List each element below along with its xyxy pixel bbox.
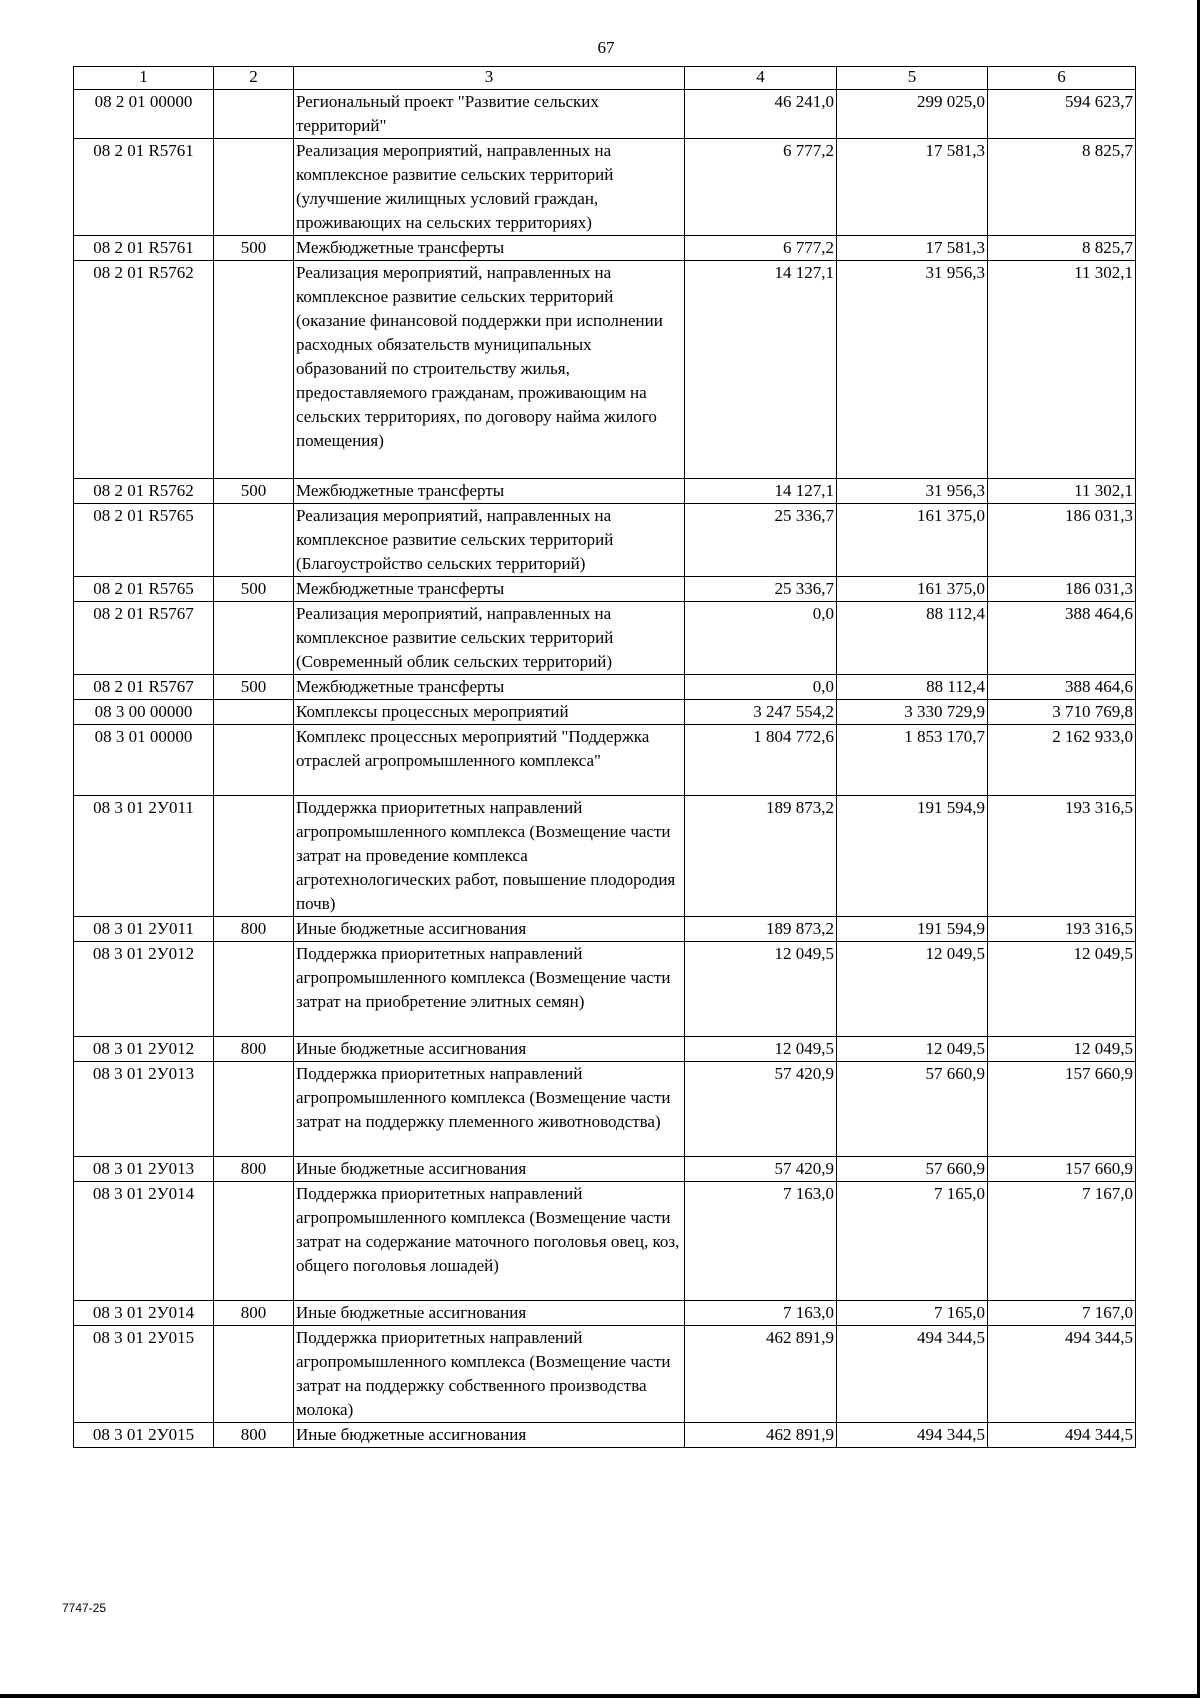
row-code: 08 3 01 2У015: [74, 1326, 214, 1423]
row-value-col4: 6 777,2: [685, 236, 837, 261]
row-value-col5: 494 344,5: [837, 1326, 988, 1423]
document-id: 7747-25: [62, 1601, 107, 1615]
row-value-col6: 186 031,3: [988, 577, 1136, 602]
table-row: [74, 700, 1136, 725]
table-row: [74, 139, 1136, 236]
table-row: [74, 1037, 1136, 1062]
row-name: Межбюджетные трансферты: [294, 675, 685, 700]
scan-frame-bottom: [0, 1694, 1200, 1698]
row-code: 08 2 01 R5762: [74, 479, 214, 504]
row-expense-type: 800: [214, 1301, 294, 1326]
row-expense-type: [214, 1062, 294, 1157]
row-value-col6: 8 825,7: [988, 139, 1136, 236]
row-value-col5: 31 956,3: [837, 261, 988, 479]
row-expense-type: 500: [214, 479, 294, 504]
row-value-col4: 25 336,7: [685, 504, 837, 577]
row-name: Региональный проект "Развитие сельских территорий": [294, 90, 685, 139]
row-value-col6: 11 302,1: [988, 261, 1136, 479]
row-expense-type: [214, 602, 294, 675]
table-row: [74, 479, 1136, 504]
row-value-col4: 462 891,9: [685, 1326, 837, 1423]
row-code: 08 2 01 R5762: [74, 261, 214, 479]
row-code: 08 3 01 2У014: [74, 1182, 214, 1301]
row-expense-type: [214, 1182, 294, 1301]
table-row: [74, 1182, 1136, 1301]
row-value-col5: 191 594,9: [837, 917, 988, 942]
row-name: Иные бюджетные ассигнования: [294, 1157, 685, 1182]
row-expense-type: 800: [214, 917, 294, 942]
table-row: [74, 796, 1136, 917]
row-name: Поддержка приоритетных направлений агропромышленного комплекса (Возмещение части затрат на приобретение элитных семян): [294, 942, 685, 1037]
row-value-col4: 57 420,9: [685, 1062, 837, 1157]
row-code: 08 2 01 R5767: [74, 602, 214, 675]
row-value-col5: 161 375,0: [837, 577, 988, 602]
row-value-col4: 57 420,9: [685, 1157, 837, 1182]
table-row: [74, 1423, 1136, 1448]
table-row: [74, 504, 1136, 577]
row-name: Межбюджетные трансферты: [294, 479, 685, 504]
row-value-col5: 17 581,3: [837, 139, 988, 236]
row-name: Иные бюджетные ассигнования: [294, 1423, 685, 1448]
row-value-col5: 57 660,9: [837, 1157, 988, 1182]
row-value-col6: 8 825,7: [988, 236, 1136, 261]
row-code: 08 2 01 R5765: [74, 504, 214, 577]
header-col-3: 3: [294, 67, 685, 90]
row-value-col4: 7 163,0: [685, 1182, 837, 1301]
table-row: [74, 1157, 1136, 1182]
row-value-col4: 12 049,5: [685, 1037, 837, 1062]
row-value-col4: 7 163,0: [685, 1301, 837, 1326]
row-value-col5: 12 049,5: [837, 1037, 988, 1062]
row-expense-type: [214, 796, 294, 917]
row-code: 08 3 01 2У011: [74, 917, 214, 942]
table-row: [74, 577, 1136, 602]
row-code: 08 2 01 00000: [74, 90, 214, 139]
row-value-col5: 494 344,5: [837, 1423, 988, 1448]
row-expense-type: [214, 139, 294, 236]
row-name: Реализация мероприятий, направленных на комплексное развитие сельских территорий (Современный облик сельских территорий): [294, 602, 685, 675]
row-name: Поддержка приоритетных направлений агропромышленного комплекса (Возмещение части затрат на поддержку племенного животноводства): [294, 1062, 685, 1157]
row-value-col6: 3 710 769,8: [988, 700, 1136, 725]
row-value-col6: 7 167,0: [988, 1301, 1136, 1326]
table-row: [74, 1326, 1136, 1423]
row-value-col6: 7 167,0: [988, 1182, 1136, 1301]
row-code: 08 3 01 2У011: [74, 796, 214, 917]
row-code: 08 3 01 2У013: [74, 1157, 214, 1182]
row-value-col5: 191 594,9: [837, 796, 988, 917]
page-number: 67: [597, 38, 615, 57]
table-body: [74, 90, 1136, 1448]
table-row: [74, 917, 1136, 942]
row-code: 08 3 00 00000: [74, 700, 214, 725]
row-value-col6: 157 660,9: [988, 1062, 1136, 1157]
row-value-col6: 494 344,5: [988, 1423, 1136, 1448]
row-code: 08 3 01 2У014: [74, 1301, 214, 1326]
row-name: Иные бюджетные ассигнования: [294, 917, 685, 942]
row-value-col5: 7 165,0: [837, 1182, 988, 1301]
table-row: [74, 725, 1136, 796]
row-expense-type: [214, 942, 294, 1037]
budget-table: [73, 66, 1136, 1448]
row-value-col5: 7 165,0: [837, 1301, 988, 1326]
row-value-col4: 25 336,7: [685, 577, 837, 602]
row-code: 08 2 01 R5767: [74, 675, 214, 700]
row-code: 08 2 01 R5761: [74, 236, 214, 261]
row-name: Комплекс процессных мероприятий "Поддержка отраслей агропромышленного комплекса": [294, 725, 685, 796]
header-col-6: 6: [988, 67, 1136, 90]
row-value-col5: 1 853 170,7: [837, 725, 988, 796]
row-code: 08 2 01 R5761: [74, 139, 214, 236]
row-value-col5: 12 049,5: [837, 942, 988, 1037]
table-row: [74, 90, 1136, 139]
row-code: 08 3 01 2У012: [74, 1037, 214, 1062]
row-value-col4: 1 804 772,6: [685, 725, 837, 796]
row-code: 08 2 01 R5765: [74, 577, 214, 602]
row-value-col6: 193 316,5: [988, 796, 1136, 917]
row-name: Межбюджетные трансферты: [294, 236, 685, 261]
row-value-col5: 17 581,3: [837, 236, 988, 261]
row-value-col5: 88 112,4: [837, 675, 988, 700]
row-name: Межбюджетные трансферты: [294, 577, 685, 602]
header-col-4: 4: [685, 67, 837, 90]
row-value-col6: 11 302,1: [988, 479, 1136, 504]
row-value-col5: 161 375,0: [837, 504, 988, 577]
row-value-col6: 388 464,6: [988, 675, 1136, 700]
row-value-col4: 189 873,2: [685, 796, 837, 917]
header-col-2: 2: [214, 67, 294, 90]
row-value-col6: 186 031,3: [988, 504, 1136, 577]
row-name: Поддержка приоритетных направлений агропромышленного комплекса (Возмещение части затрат на проведение комплекса агротехнологических работ, повышение плодородия почв): [294, 796, 685, 917]
row-expense-type: 800: [214, 1037, 294, 1062]
row-value-col4: 3 247 554,2: [685, 700, 837, 725]
row-value-col5: 299 025,0: [837, 90, 988, 139]
row-value-col6: 12 049,5: [988, 942, 1136, 1037]
row-value-col4: 14 127,1: [685, 261, 837, 479]
table-row: [74, 675, 1136, 700]
row-value-col5: 31 956,3: [837, 479, 988, 504]
row-code: 08 3 01 2У012: [74, 942, 214, 1037]
table-row: [74, 261, 1136, 479]
row-value-col6: 157 660,9: [988, 1157, 1136, 1182]
row-name: Комплексы процессных мероприятий: [294, 700, 685, 725]
header-col-1: 1: [74, 67, 214, 90]
row-expense-type: [214, 700, 294, 725]
row-name: Реализация мероприятий, направленных на комплексное развитие сельских территорий (оказание финансовой поддержки при исполнении расходных обязательств муниципальных образований по строительству жилья, предоставляемого гражданам, проживающим на сельских территориях, по договору найма жилого помещения): [294, 261, 685, 479]
row-expense-type: 500: [214, 675, 294, 700]
row-value-col6: 388 464,6: [988, 602, 1136, 675]
row-value-col4: 189 873,2: [685, 917, 837, 942]
row-name: Поддержка приоритетных направлений агропромышленного комплекса (Возмещение части затрат на содержание маточного поголовья овец, коз, общего поголовья лошадей): [294, 1182, 685, 1301]
row-value-col5: 3 330 729,9: [837, 700, 988, 725]
row-name: Иные бюджетные ассигнования: [294, 1301, 685, 1326]
row-value-col4: 0,0: [685, 602, 837, 675]
table-row: [74, 942, 1136, 1037]
row-value-col6: 594 623,7: [988, 90, 1136, 139]
row-value-col4: 12 049,5: [685, 942, 837, 1037]
row-code: 08 3 01 2У015: [74, 1423, 214, 1448]
row-expense-type: [214, 504, 294, 577]
row-value-col6: 193 316,5: [988, 917, 1136, 942]
row-value-col6: 2 162 933,0: [988, 725, 1136, 796]
row-expense-type: [214, 1326, 294, 1423]
row-value-col6: 12 049,5: [988, 1037, 1136, 1062]
row-expense-type: 800: [214, 1423, 294, 1448]
row-value-col4: 14 127,1: [685, 479, 837, 504]
row-value-col4: 462 891,9: [685, 1423, 837, 1448]
header-col-5: 5: [837, 67, 988, 90]
table-row: [74, 602, 1136, 675]
row-value-col5: 57 660,9: [837, 1062, 988, 1157]
table-row: [74, 1062, 1136, 1157]
row-name: Реализация мероприятий, направленных на комплексное развитие сельских территорий (улучшение жилищных условий граждан, проживающих на сельских территориях): [294, 139, 685, 236]
table-row: [74, 236, 1136, 261]
row-code: 08 3 01 00000: [74, 725, 214, 796]
row-expense-type: [214, 261, 294, 479]
row-code: 08 3 01 2У013: [74, 1062, 214, 1157]
row-expense-type: 500: [214, 236, 294, 261]
row-value-col4: 46 241,0: [685, 90, 837, 139]
row-value-col6: 494 344,5: [988, 1326, 1136, 1423]
row-expense-type: 800: [214, 1157, 294, 1182]
row-name: Поддержка приоритетных направлений агропромышленного комплекса (Возмещение части затрат на поддержку собственного производства молока): [294, 1326, 685, 1423]
row-name: Реализация мероприятий, направленных на комплексное развитие сельских территорий (Благоустройство сельских территорий): [294, 504, 685, 577]
row-expense-type: 500: [214, 577, 294, 602]
row-value-col4: 6 777,2: [685, 139, 837, 236]
header-row: [74, 67, 1136, 90]
table-row: [74, 1301, 1136, 1326]
row-value-col4: 0,0: [685, 675, 837, 700]
row-expense-type: [214, 725, 294, 796]
row-name: Иные бюджетные ассигнования: [294, 1037, 685, 1062]
row-value-col5: 88 112,4: [837, 602, 988, 675]
row-expense-type: [214, 90, 294, 139]
